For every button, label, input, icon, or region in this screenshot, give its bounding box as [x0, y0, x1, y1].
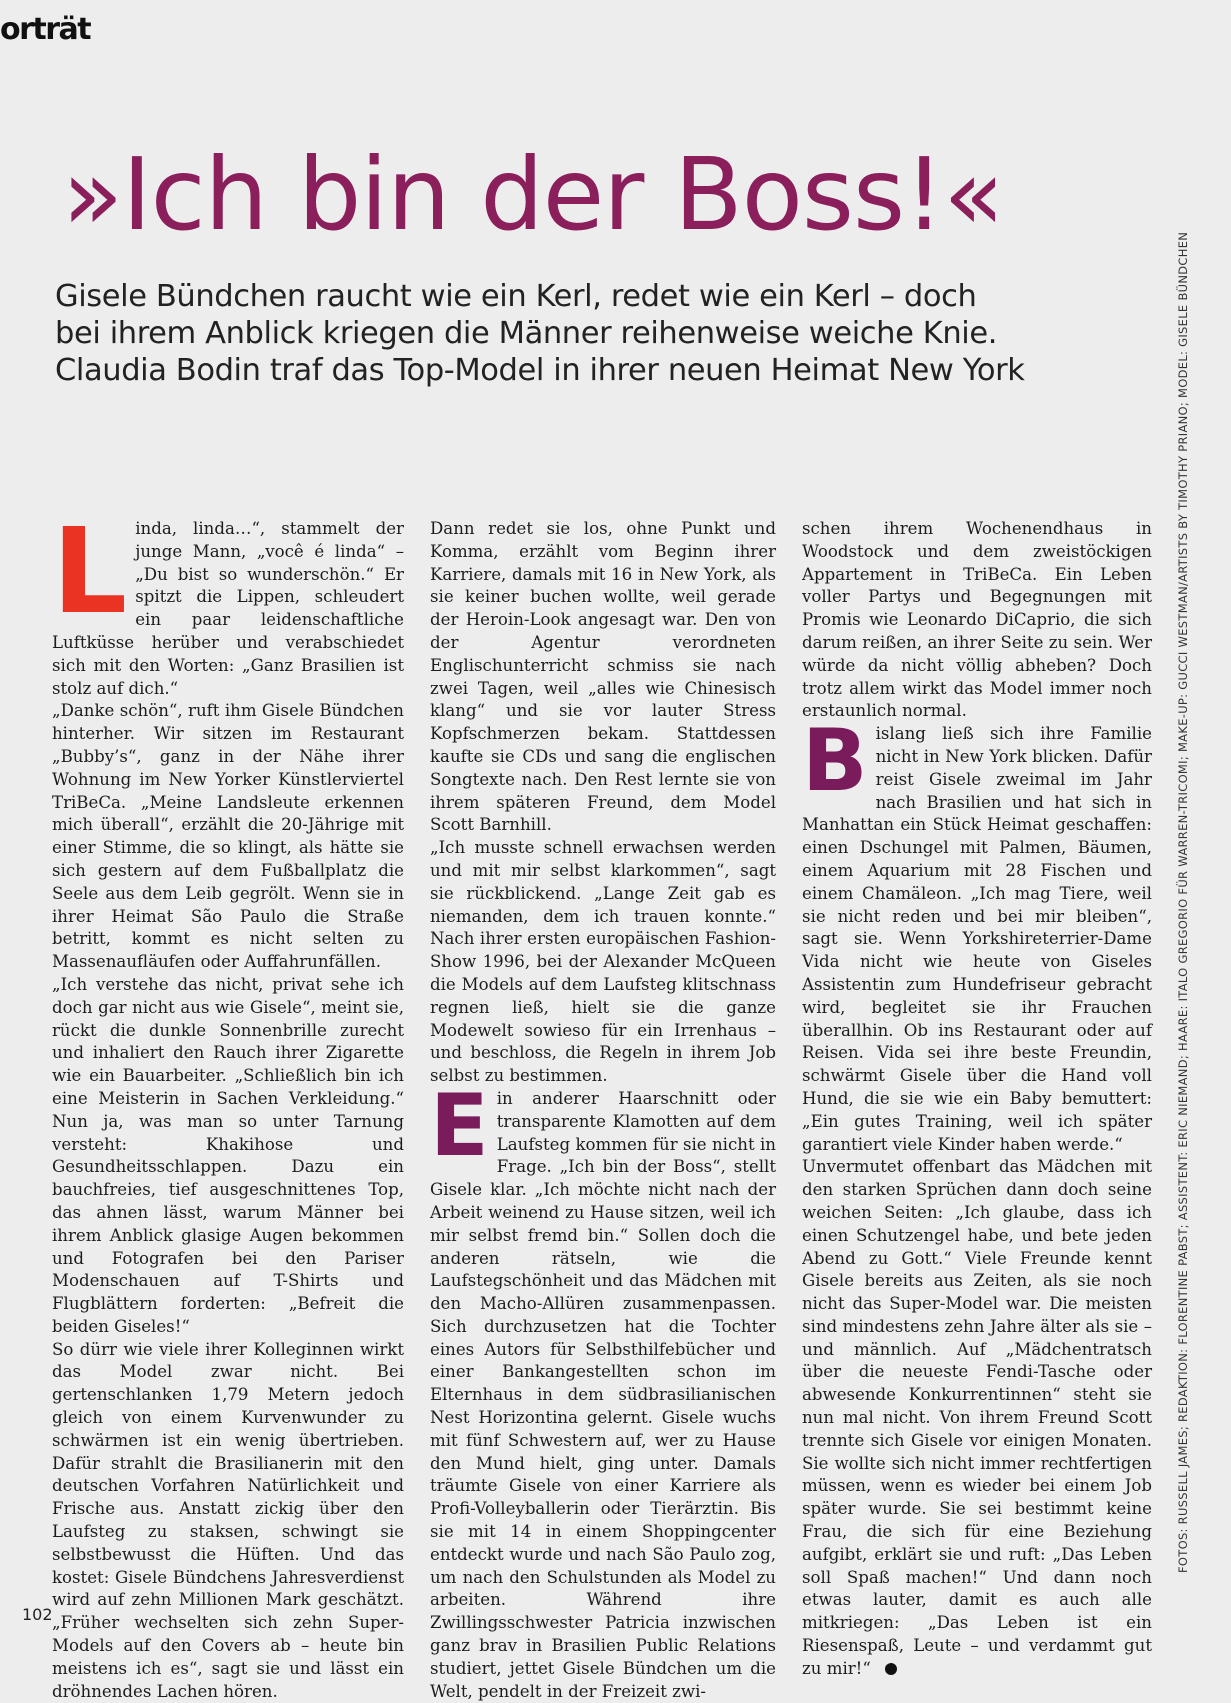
end-of-article-icon	[885, 1663, 897, 1675]
deck-line-3: Claudia Bodin traf das Top-Model in ihrer neuen Heimat New York	[55, 353, 1025, 388]
page-number: 102	[22, 1605, 53, 1624]
paragraph: schen ihrem Wochenendhaus in Woodstock und dem zweistöckigen Appartement in TriBeCa. Ein Leben voller Partys und Begegnungen mit Promis wie Leonardo DiCaprio, die sich darum reißen, an ihrer Seite zu sein. Wer würde da nicht völlig abheben? Doch trotz allem wirkt das Model immer noch erstaunlich normal.	[802, 519, 1152, 721]
paragraph	[802, 711, 1152, 1156]
deck-intro	[55, 278, 1145, 389]
photo-credits: FOTOS: RUSSELL JAMES; REDAKTION: FLORENTINE PABST; ASSISTENT: ERIC NIEMAND; HAARE: ITALO GREGORIO FÜR WARREN-TRICOMI; MAKE-UP: GUCCI WESTMAN/ARTISTS BY TIMOTHY PRIANO; MODEL: GISELE BÜNDCHEN	[1176, 231, 1190, 1573]
paragraph: „Danke schön“, ruft ihm Gisele Bündchen hinterher. Wir sitzen im Restaurant „Bubby’s“, ganz in der Nähe ihrer Wohnung im New Yorker Künstlerviertel TriBeCa. „Meine Landsleute erkennen mich überall“, erzählt die 20-Jährige mit einer Stimme, die so klingt, als hätte sie sich gestern auf dem Fußballplatz die Seele aus dem Leib gegrölt. Wenn sie in ihrer Heimat São Paulo die Straße betritt, kommt es nicht selten zu Massenaufläufen oder Auffahrunfällen.	[52, 701, 404, 972]
dropcap-l: L	[52, 502, 128, 640]
article-column-2	[430, 518, 776, 1703]
paragraph	[802, 1156, 1152, 1680]
headline: »Ich bin der Boss!«	[62, 136, 1004, 253]
article-column-1	[52, 502, 404, 1703]
paragraph-text: islang ließ sich ihre Familie nicht in New York blicken. Dafür reist Gisele zweimal im Jahr nach Brasilien und hat sich in Manhattan ein Stück Heimat geschaffen: einen Dschungel mit Palmen, Bäumen, einem Aquarium mit 28 Fischen und einem Chamäleon. „Ich mag Tiere, weil sie nicht reden und bei mir bleiben“, sagt sie. Wenn Yorkshireterrier-Dame Vida nicht wie heute von Giseles Assistentin zum Hundefriseur gebracht wird, begleitet sie ihr Frauchen überallhin. Ob ins Restaurant oder auf Reisen. Vida sei ihre beste Freundin, schwärmt Gisele über die Hand voll Hund, die sie wie ein Baby bemuttert: „Ein gutes Training, weil ich später garantiert viele Kinder haben werde.“	[802, 724, 1152, 1154]
dropcap-e: E	[430, 1075, 489, 1176]
paragraph: „Ich verstehe das nicht, privat sehe ich doch gar nicht aus wie Gisele“, meint sie, rückt die dunkle Sonnenbrille zurecht und inhaliert den Rauch ihrer Zigarette wie ein Bauarbeiter. „Schließlich bin ich eine Meisterin in Sachen Verkleidung.“ Nun ja, was man so unter Tarnung versteht: Khakihose und Gesundheitsschlappen. Dazu ein bauchfreies, tief ausgeschnittenes Top, das ahnen lässt, warum Männer bei ihrem Anblick glasige Augen bekommen und Fotografen bei den Pariser Modenschauen auf T-Shirts und Flugblättern forderten: „Befreit die beiden Giseles!“	[52, 974, 404, 1336]
article-column-3	[802, 518, 1152, 1681]
section-label: orträt	[0, 12, 91, 47]
paragraph: Dann redet sie los, ohne Punkt und Komma, erzählt vom Beginn ihrer Karriere, damals mit 16 in New York, als sie keiner buchen wollte, weil gerade der Heroin-Look angesagt war. Den von der Agentur verordneten Englischunterricht schmiss sie nach zwei Tagen, weil „alles wie Chinesisch klang“ und sie vor lauter Stress Kopfschmerzen bekam. Stattdessen kaufte sie CDs und sang die englischen Songtexte nach. Den Rest lernte sie von ihrem späteren Freund, dem Model Scott Barnhill.	[430, 519, 776, 835]
deck-line-2: bei ihrem Anblick kriegen die Männer reihenweise weiche Knie.	[55, 316, 997, 351]
paragraph-text: Unvermutet offenbart das Mädchen mit den starken Sprüchen dann doch seine weichen Seiten: „Ich glaube, dass ich einen Schutzengel habe, und bete jeden Abend zu Gott.“ Viele Freunde kennt Gisele bereits aus Zeiten, als sie noch nicht das Super-Model war. Die meisten sind mindestens zehn Jahre älter als sie – und männlich. Auf „Mädchentratsch über die neueste Fendi-Tasche oder abwesende Konkurrentinnen“ steht sie nun mal nicht. Von ihrem Freund Scott trennte sich Gisele vor einigen Monaten. Sie wollte sich nicht immer rechtfertigen müssen, wenn es wieder bei einem Job später wurde. Sie sei bestimmt keine Frau, die sich für eine Beziehung aufgibt, erklärt sie und ruft: „Das Leben soll Spaß machen!“ Und dann noch etwas lauter, damit es auch alle mitkriegen: „Das Leben ist ein Riesenspaß, Leute – und verdammt gut zu mir!“	[802, 1157, 1152, 1678]
paragraph: „Ich musste schnell erwachsen werden und mit mir selbst klarkommen“, sagt sie rückblickend. „Lange Zeit gab es niemanden, dem ich trauen konnte.“ Nach ihrer ersten europäischen Fashion-Show 1996, bei der Alexander McQueen die Models auf dem Laufsteg klitschnass regnen ließ, hielt sie die ganze Modewelt sowieso für ein Irrenhaus – und beschloss, die Regeln in ihrem Job selbst zu bestimmen.	[430, 838, 776, 1086]
paragraph-text: inda, linda…“, stammelt der junge Mann, „você é linda“ – „Du bist so wunderschön.“ Er spitzt die Lippen, schleudert ein paar leidenschaftliche Luftküsse herüber und verabschiedet sich mit den Worten: „Ganz Brasilien ist stolz auf dich.“	[52, 519, 404, 698]
paragraph	[52, 502, 404, 700]
dropcap-b: B	[802, 711, 868, 812]
paragraph: So dürr wie viele ihrer Kolleginnen wirkt das Model zwar nicht. Bei gertenschlanken 1,79 Metern jedoch gleich von einem Kurvenwunder zu schwärmen ist ein wenig übertrieben. Dafür strahlt die Brasilianerin mit den deutschen Vorfahren Natürlichkeit und Frische aus. Anstatt zickig über den Laufsteg zu staksen, schwingt sie selbstbewusst die Hüften. Und das kostet: Gisele Bündchens Jahresverdienst wird auf zehn Millionen Mark geschätzt. „Früher wechselten sich zehn Super-Models auf den Covers ab – heute bin meistens ich es“, sagt sie und lässt ein dröhnendes Lachen hören.	[52, 1339, 404, 1701]
paragraph	[430, 1075, 776, 1703]
deck-line-1: Gisele Bündchen raucht wie ein Kerl, redet wie ein Kerl – doch	[55, 279, 977, 314]
paragraph-text: in anderer Haarschnitt oder transparente Klamotten auf dem Laufsteg kommen für sie nicht in Frage. „Ich bin der Boss“, stellt Gisele klar. „Ich möchte nicht nach der Arbeit weinend zu Hause sitzen, weil ich mir selbst fremd bin.“ Sollen doch die anderen rätseln, wie die Laufstegschönheit und das Mädchen mit den Macho-Allüren zusammenpassen. Sich durchzusetzen hat die Tochter eines Autors für Selbsthilfebücher und einer Bankangestellten schon im Elternhaus in dem südbrasilianischen Nest Horizontina gelernt. Gisele wuchs mit fünf Schwestern auf, wer zu Hause den Mund hielt, ging unter. Damals träumte Gisele von einer Karriere als Profi-Volleyballerin oder Tierärztin. Bis sie mit 14 in einem Shoppingcenter entdeckt wurde und nach São Paulo zog, um nach den Schulstunden als Model zu arbeiten. Während ihre Zwillingsschwester Patricia inzwischen ganz brav in Brasilien Public Relations studiert, jettet Gisele Bündchen um die Welt, pendelt in der Freizeit zwi-	[430, 1088, 776, 1701]
